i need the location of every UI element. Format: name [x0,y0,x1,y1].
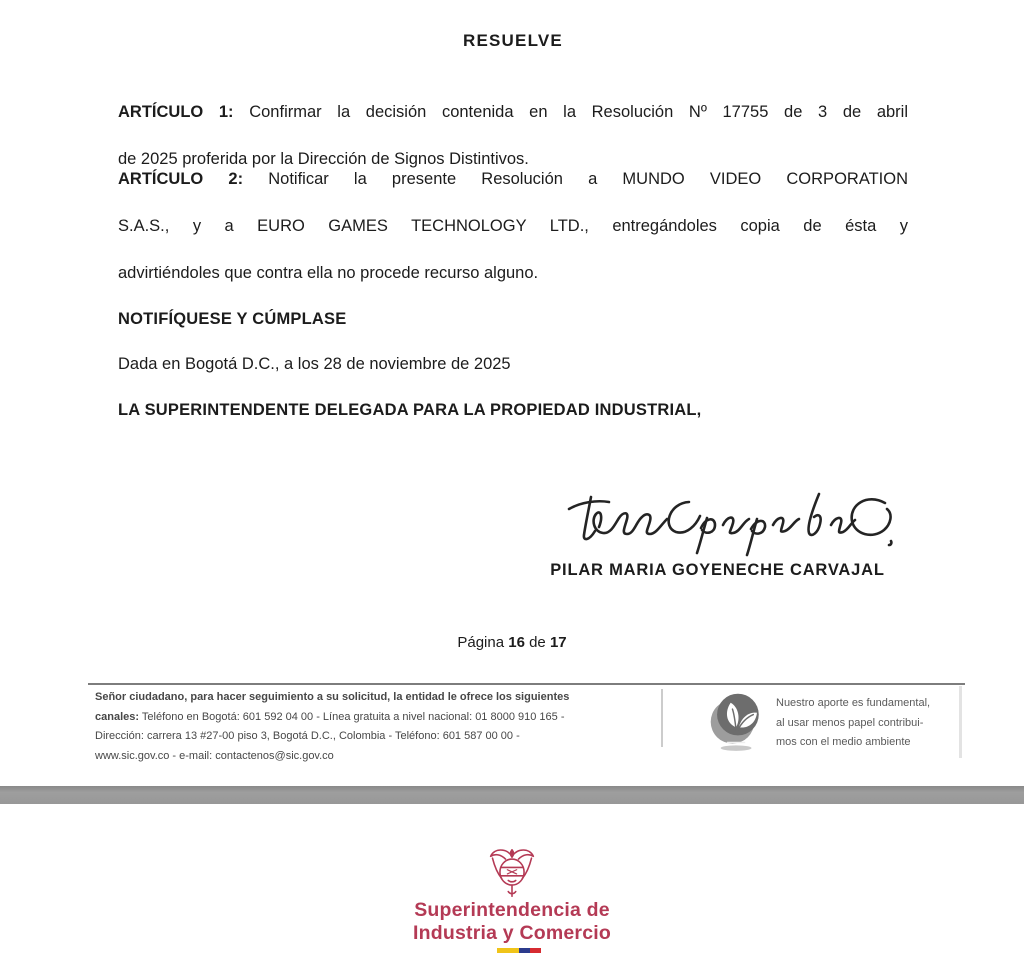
page-indicator-prefix: Página [457,634,505,651]
contact-line-2-text: Teléfono en Bogotá: 601 592 04 00 - Línea gratuita a nivel nacional: 01 8000 910 165 - [139,710,565,723]
article-2-paragraph [118,168,908,286]
article-2-label: ARTÍCULO 2: [118,170,244,188]
place-date-line: Dada en Bogotá D.C., a los 28 de noviembre de 2025 [118,355,511,373]
page-separator-bar [0,786,1024,804]
contact-info [95,688,569,766]
flag-blue-segment [519,948,530,953]
article-2-line-2: S.A.S., y a EURO GAMES TECHNOLOGY LTD., entregándoles copia de ésta y [118,217,908,235]
eco-line-3: mos con el medio ambiente [776,736,911,748]
page-indicator-of: de [529,634,546,651]
contact-line-3-text: Dirección: carrera 13 #27-00 piso 3, Bogotá D.C., Colombia - Teléfono: 601 587 00 00 - [95,730,520,742]
contact-line-2-bold: canales: [95,710,140,723]
resolution-heading: RESUELVE [463,31,563,50]
colombia-flag-bar [497,948,541,953]
footer-divider [661,689,663,747]
contact-line-1-bold: Señor ciudadano, para hacer seguimiento a su solicitud, la entidad le ofrece los siguientes [95,691,570,703]
article-1-label: ARTÍCULO 1: [118,103,234,121]
article-2-line-3: advirtiéndoles que contra ella no procede recurso alguno. [118,264,539,282]
eco-message [776,694,930,753]
sic-logo-line-1: Superintendencia de [414,899,610,921]
flag-yellow-segment [497,948,519,953]
page-number-current: 16 [508,634,525,651]
article-1-paragraph [118,101,908,172]
signatory-name: PILAR MARIA GOYENECHE CARVAJAL [550,561,885,579]
flag-red-segment [530,948,541,953]
page-number-total: 17 [549,634,567,651]
page-indicator [0,634,1024,651]
signature-scribble-icon [555,475,905,563]
article-2-line-1: Notificar la presente Resolución a MUNDO VIDEO CORPORATION [268,170,909,188]
scan-edge-artifact [959,686,962,758]
order-line: NOTIFÍQUESE Y CÚMPLASE [118,310,347,328]
signatory-title-line: LA SUPERINTENDENTE DELEGADA PARA LA PROPIEDAD INDUSTRIAL, [118,401,702,419]
contact-line-4-text: www.sic.gov.co - e-mail: contactenos@sic.gov.co [95,749,334,762]
article-1-line-1: Confirmar la decisión contenida en la Resolución Nº 17755 de 3 de abril [249,103,909,121]
article-1-line-2: de 2025 proferida por la Dirección de Signos Distintivos. [118,150,529,168]
eco-line-2: al usar menos papel contribui- [776,716,924,729]
footer-rule [88,683,965,685]
leaf-icon [708,687,766,758]
sic-logo-line-2: Industria y Comercio [413,921,611,944]
sic-logo-text [0,899,1024,944]
eco-line-1: Nuestro aporte es fundamental, [776,697,931,709]
colombia-coat-of-arms-icon [486,845,538,906]
signature-image [555,475,905,568]
